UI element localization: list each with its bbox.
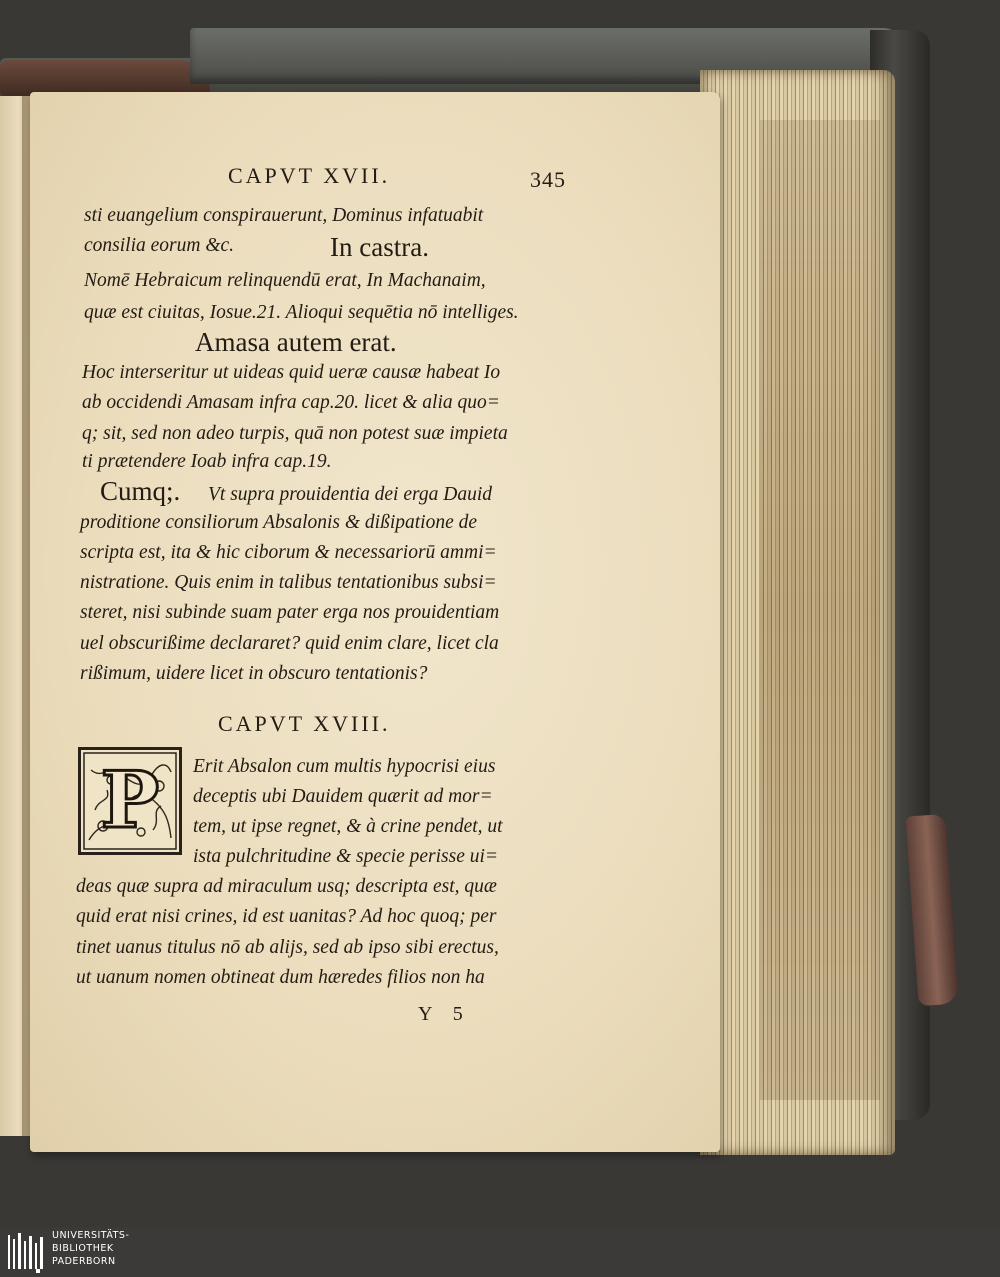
library-logo-icon <box>6 1231 48 1273</box>
library-footer <box>0 1227 1000 1277</box>
text-line-16: Erit Absalon cum multis hypocrisi eius <box>193 756 496 777</box>
text-line-19: ista pulchritudine & specie perisse ui= <box>193 846 499 867</box>
text-line-2: consilia eorum &c. <box>84 235 235 256</box>
text-line-18: tem, ut ipse regnet, & à crine pendet, ut <box>193 816 503 837</box>
text-line-21: quid erat nisi crines, id est uanitas? Ad hoc quoq; per <box>76 906 497 927</box>
signature-mark: Y 5 <box>418 1003 471 1025</box>
text-line-5: Hoc interseritur ut uideas quid ueræ causæ habeat Io <box>82 362 501 383</box>
text-line-14: uel obscurißime declararet? quid enim clare, licet cla <box>80 633 499 654</box>
lemma-amasa: Amasa autem erat. <box>195 327 397 357</box>
text-line-4: quæ est ciuitas, Iosue.21. Alioqui sequētia nō intelliges. <box>84 302 519 323</box>
text-line-8: ti prætendere Ioab infra cap.19. <box>82 451 332 472</box>
initial-letter: P <box>100 755 160 846</box>
page-number: 345 <box>530 167 566 192</box>
decorated-initial <box>78 747 182 855</box>
text-line-3: Nomē Hebraicum relinquendū erat, In Machanaim, <box>84 270 486 291</box>
library-name-line-3: PADERBORN <box>52 1256 116 1267</box>
text-line-7: q; sit, sed non adeo turpis, quā non potest suæ impieta <box>82 423 508 444</box>
leather-binding-tab <box>0 60 210 96</box>
text-line-20: deas quæ supra ad miraculum usq; descripta est, quæ <box>76 876 497 897</box>
text-line-1: sti euangelium conspirauerunt, Dominus infatuabit <box>84 205 484 226</box>
text-line-6: ab occidendi Amasam infra cap.20. licet & alia quo= <box>82 392 500 413</box>
text-line-9: Vt supra prouidentia dei erga Dauid <box>208 484 492 505</box>
lemma-in-castra: In castra. <box>330 232 429 262</box>
chapter-heading: CAPVT XVIII. <box>218 711 391 736</box>
library-name-line-2: BIBLIOTHEK <box>52 1243 114 1254</box>
fore-edge-stain <box>760 120 880 1100</box>
text-line-11: scripta est, ita & hic ciborum & necessariorū ammi= <box>80 542 497 563</box>
text-line-17: deceptis ubi Dauidem quærit ad mor= <box>193 786 493 807</box>
running-head: CAPVT XVII. <box>228 163 391 188</box>
text-line-23: ut uanum nomen obtineat dum hæredes filios non ha <box>76 967 485 988</box>
text-line-13: steret, nisi subinde suam pater erga nos prouidentiam <box>80 602 500 623</box>
text-line-15: rißimum, uidere licet in obscuro tentationis? <box>80 663 428 684</box>
text-line-10: proditione consiliorum Absalonis & dißipatione de <box>80 512 478 533</box>
library-name-line-1: UNIVERSITÄTS- <box>52 1230 130 1241</box>
lemma-cumque: Cumq;. <box>100 476 181 506</box>
text-line-22: tinet uanus titulus nō ab alijs, sed ab ipso sibi erectus, <box>76 937 499 958</box>
text-line-12: nistratione. Quis enim in talibus tentationibus subsi= <box>80 572 497 593</box>
